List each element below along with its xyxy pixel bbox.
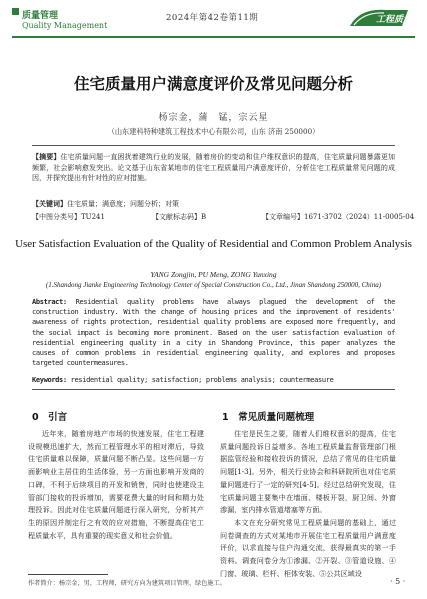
abstract-en-text: Residential quality problems have always plagued the development of the construction industry. With the change of housing prices and the improvement of residents' awareness of rights protection, residential quality problems are exposed more frequently, and the social impact is becoming more prominent. Based on the user satisfaction evaluation of residential engineering quality in a city in Shandong Province, this paper analyzes the causes of common problems in residential engineering quality, and explores and proposes targeted countermeasures. (32, 298, 395, 368)
document-code: 【文献标志码】B (152, 213, 207, 221)
paragraph: 住宅是民生之要，随着人们维权意识的提高，住宅质量问题投诉日益增多。各地工程质量监督管理部门根据监管经验和接收投诉的情况，总结了常见的住宅质量问题[1-3]。另外，相关行业协会和科研院所也对住宅质量问题进行了一定的研究[4-5]。经过总结研究发现，住宅质量问题主要集中在墙面、楼板开裂，厨卫间、外窗渗漏，室内排水管道堵塞等方面。 (220, 429, 396, 515)
abstract-cn-label: 【摘要】 (32, 152, 61, 161)
keywords-en-label: Keywords: (32, 376, 67, 384)
section-heading-introduction: 0 引言 (32, 412, 68, 423)
paragraph: 近年来，随着房地产市场的快速发展，住宅工程建设规模迅速扩大，然而工程管理水平的相对滞后，导致住宅质量难以保障，质量问题不断凸显。这些问题一方面影响业主居住的生活体验，另一方面也影响开发商的口碑，不利于后续项目的开发和销售，同时也使建设主管部门接收的投诉增加，需要花费大量的时间和精力处理投诉。因此对住宅质量问题进行深入研究，分析其产生的原因并制定行之有效的应对措施，不断提高住宅工程质量水平，具有重要的现实意义和社会价值。 (28, 429, 204, 540)
affiliation-en: (1.Shandong Jianke Engineering Technology Center of Special Construction Co., Ltd., Jinan Shandong 250000, China) (45, 281, 382, 289)
keywords-en-text: residential quality; satisfaction; problems analysis; countermeasure (70, 376, 334, 384)
keywords-cn-text: 住宅质量；满意度；问题分析；对策 (67, 200, 179, 208)
affiliation: （山东建科特种建筑工程技术中心有限公司，山东 济南 250000） (107, 127, 320, 136)
clc-number: 【中图分类号】TU241 (32, 213, 105, 221)
page-number: · 5 · (390, 577, 406, 586)
abstract-cn (32, 152, 395, 184)
abstract-en (32, 297, 395, 368)
abstract-en-label: Abstract: (32, 298, 67, 306)
brand-logo-icon (346, 6, 412, 30)
author-list-en: YANG Zongjin, PU Meng, ZONG Yunxing (150, 270, 277, 279)
header-divider (12, 36, 415, 38)
paragraph: 本文在充分研究常见工程质量问题的基础上，通过问卷调查的方式对某地市开展住宅工程质量用户满意度评价，以求直接与住户沟通交流，获得最真实的第一手资料。调查问卷分为①渗漏、②开裂、③管道设施、④门窗、玻璃、栏杆、柜体安装、⑤公共区域设 (220, 517, 396, 578)
section-heading-common-problems: 1 常见质量问题梳理 (222, 412, 315, 423)
keywords-cn (32, 199, 395, 210)
abstract-top-divider (32, 145, 395, 146)
paper-title: 住宅质量用户满意度评价及常见问题分析 (73, 75, 353, 93)
paper-title-en: User Satisfaction Evaluation of the Quality of Residential and Common Problem Analysis (15, 238, 412, 250)
author-footnote: 作者简介：杨宗金，男，工程师，研究方向为建筑项目管理、绿色施工。 (28, 580, 226, 587)
footnote-divider (28, 574, 108, 575)
issue-info: 2024年第42卷第11期 (166, 13, 259, 23)
journal-header (0, 0, 427, 46)
article-id: 【文章编号】1671-3702（2024）11-0005-04 (262, 213, 415, 221)
body-column-left (28, 428, 204, 542)
keywords-en (32, 376, 395, 384)
svg-text:工程质量: 工程质量 (376, 15, 412, 25)
journal-name-en: Quality Management (22, 21, 108, 30)
journal-name-cn: 质量管理 (22, 11, 59, 21)
abstract-bottom-divider (32, 389, 395, 390)
author-list: 杨宗金，蒲 锰，宗云星 (158, 113, 269, 123)
keywords-cn-label: 【关键词】 (32, 199, 67, 208)
body-column-right (220, 428, 396, 580)
abstract-cn-text: 住宅质量问题一直困扰着建筑行业的发展，随着房价的变动和住户维权意识的提高，住宅质量问题暴露更加频繁，社会影响愈发突出。论文基于山东省某地市的住宅工程质量用户满意度评价，分析住宅工程质量常见问题的成因，并探究提出有针对性的应对措施。 (32, 153, 396, 182)
